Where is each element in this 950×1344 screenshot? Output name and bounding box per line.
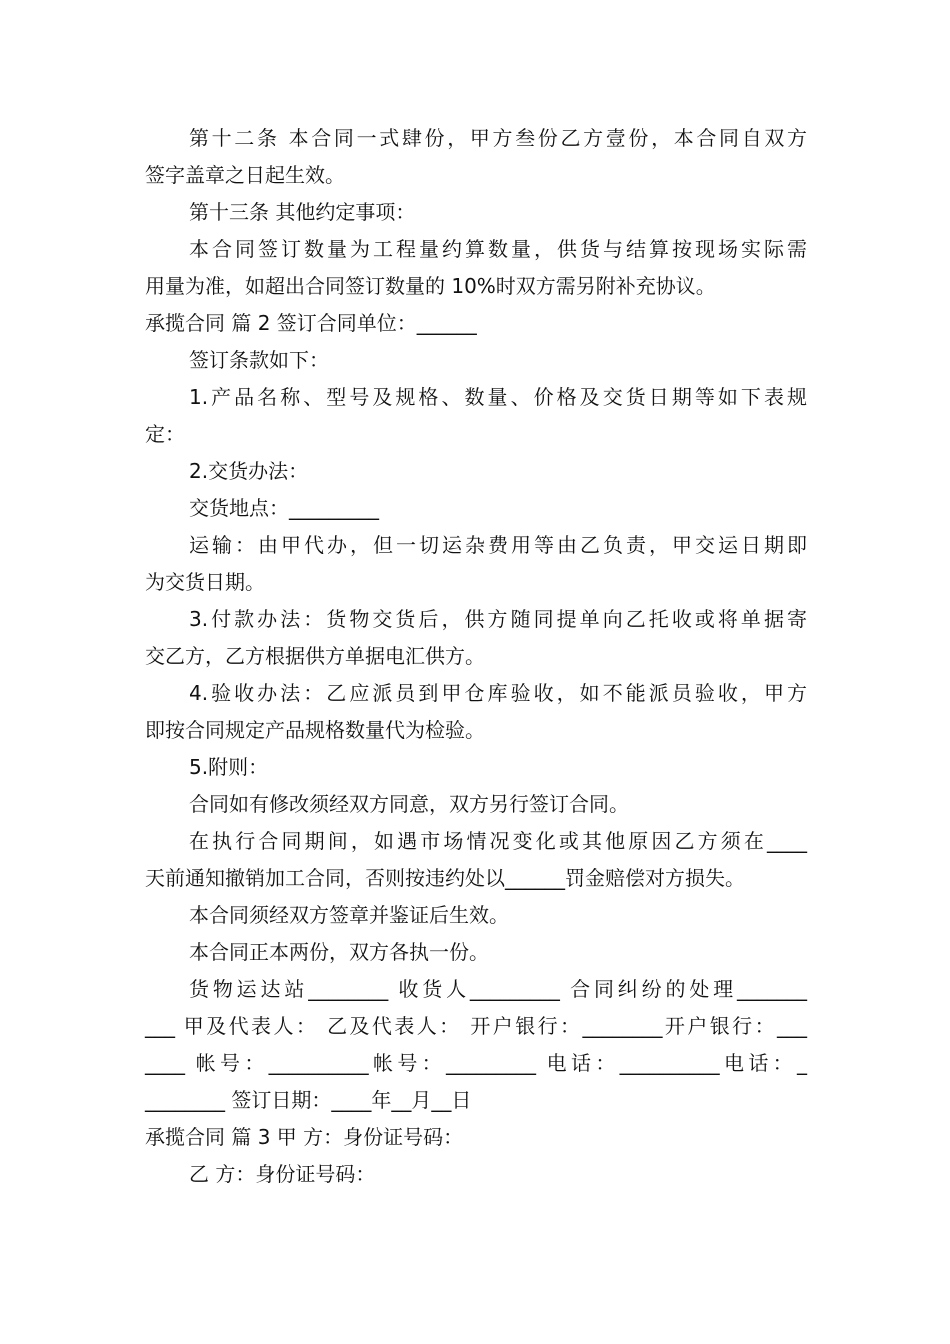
transport-line-2: 为交货日期。 — [145, 570, 265, 594]
item-2-heading: 2.交货办法： — [189, 459, 309, 483]
item-1-line-1: 1.产品名称、型号及规格、数量、价格及交货日期等如下表规 — [189, 385, 807, 409]
amendment-clause: 合同如有修改须经双方同意，双方另行签订合同。 — [189, 792, 629, 816]
clause-13-heading: 第十三条 其他约定事项： — [189, 200, 416, 224]
cancellation-line-2: 天前通知撤销加工合同，否则按违约处以______罚金赔偿对方损失。 — [145, 866, 745, 890]
item-1-line-2: 定： — [145, 422, 185, 446]
item-3-line-2: 交乙方，乙方根据供方单据电汇供方。 — [145, 644, 485, 668]
cancellation-line-1: 在执行合同期间，如遇市场情况变化或其他原因乙方须在____ — [189, 829, 807, 853]
clause-12-line-1: 第十二条 本合同一式肆份，甲方叁份乙方壹份，本合同自双方 — [189, 126, 807, 150]
signature-fields-line-2: ___ 甲及代表人： 乙及代表人： 开户银行：________开户银行：___ — [145, 1014, 807, 1038]
signature-fields-line-1: 货物运达站________ 收货人_________ 合同纠纷的处理_______ — [189, 977, 807, 1001]
contract-body — [145, 120, 807, 1193]
clause-12-line-2: 签字盖章之日起生效。 — [145, 163, 345, 187]
signing-date: ________ 签订日期：____年__月__日 — [145, 1088, 472, 1112]
party-b-id: 乙 方：身份证号码： — [189, 1162, 376, 1186]
clause-13-line-1: 本合同签订数量为工程量约算数量，供货与结算按现场实际需 — [189, 237, 807, 261]
item-3-line-1: 3.付款办法：货物交货后，供方随同提单向乙托收或将单据寄 — [189, 607, 807, 631]
item-5-heading: 5.附则： — [189, 755, 269, 779]
transport-line-1: 运输：由甲代办，但一切运杂费用等由乙负责，甲交运日期即 — [189, 533, 807, 557]
item-4-line-1: 4.验收办法：乙应派员到甲仓库验收，如不能派员验收，甲方 — [189, 681, 807, 705]
delivery-location: 交货地点：_________ — [189, 496, 379, 520]
copies-clause: 本合同正本两份，双方各执一份。 — [189, 940, 489, 964]
clause-13-line-2: 用量为准，如超出合同签订数量的 10%时双方需另附补充协议。 — [145, 274, 716, 298]
section-2-heading: 承揽合同 篇 2 签订合同单位：______ — [145, 311, 477, 335]
item-4-line-2: 即按合同规定产品规格数量代为检验。 — [145, 718, 485, 742]
effectiveness-clause: 本合同须经双方签章并鉴证后生效。 — [189, 903, 509, 927]
signature-fields-line-3: ____ 帐号：__________帐号：_________ 电话：__________电话：_ — [145, 1051, 807, 1075]
terms-intro: 签订条款如下： — [189, 348, 329, 372]
section-3-heading: 承揽合同 篇 3 甲 方：身份证号码： — [145, 1125, 464, 1149]
